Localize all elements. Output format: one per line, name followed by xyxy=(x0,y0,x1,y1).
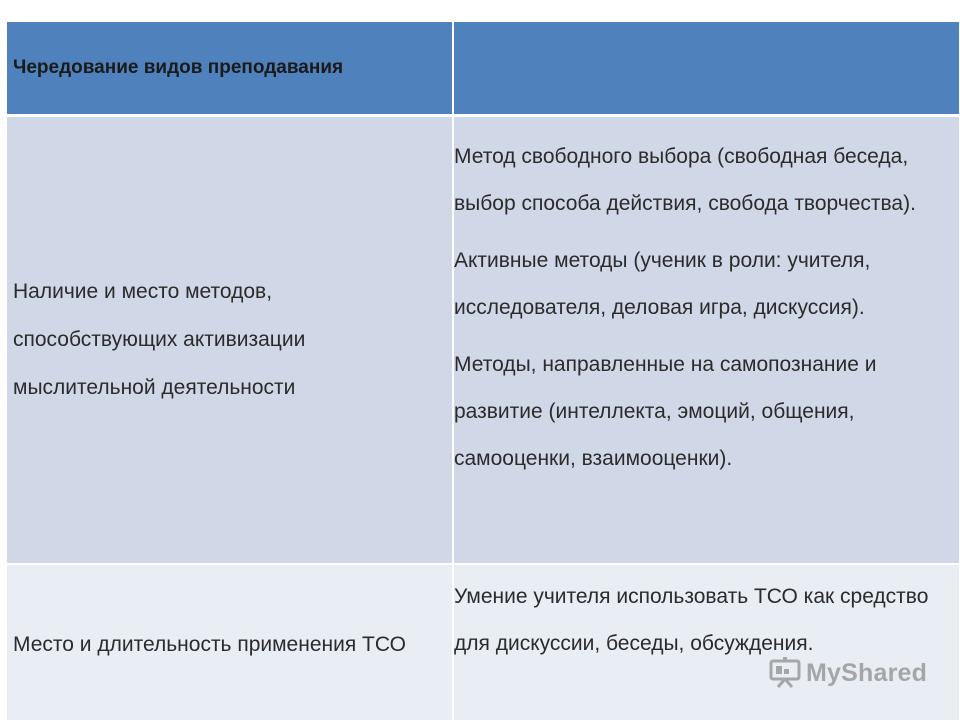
table-row xyxy=(7,116,959,565)
header-title: Чередование видов преподавания xyxy=(13,57,344,78)
row1-left-cell xyxy=(7,116,453,565)
row2-right-cell xyxy=(453,564,959,720)
row1-right-cell xyxy=(453,116,959,565)
presentation-board-icon xyxy=(768,656,802,690)
row1-paragraph-2: Активные методы (ученик в роли: учителя, исследователя, деловая игра, дискуссия). xyxy=(454,249,871,319)
row1-label: Наличие и место методов, способствующих активизации мыслительной деятельности xyxy=(13,280,306,399)
myshared-watermark xyxy=(768,656,927,690)
row2-label: Место и длительность применения ТСО xyxy=(13,632,406,656)
row2-left-cell xyxy=(7,564,453,720)
table-header-row xyxy=(7,22,959,116)
methods-table xyxy=(7,22,959,720)
row1-paragraph-1: Метод свободного выбора (свободная беседа, выбор способа действия, свобода творчества). xyxy=(454,145,916,215)
watermark-text: MyShared xyxy=(806,658,928,687)
table-row xyxy=(7,564,959,720)
row1-paragraph-3: Методы, направленные на самопознание и развитие (интеллекта, эмоций, общения, самооценки, взаимооценки). xyxy=(454,353,877,470)
row2-paragraph-1: Умение учителя использовать ТСО как средство для дискуссии, беседы, обсуждения. xyxy=(454,585,929,655)
header-cell-right xyxy=(453,22,959,116)
header-cell-left xyxy=(7,22,453,116)
